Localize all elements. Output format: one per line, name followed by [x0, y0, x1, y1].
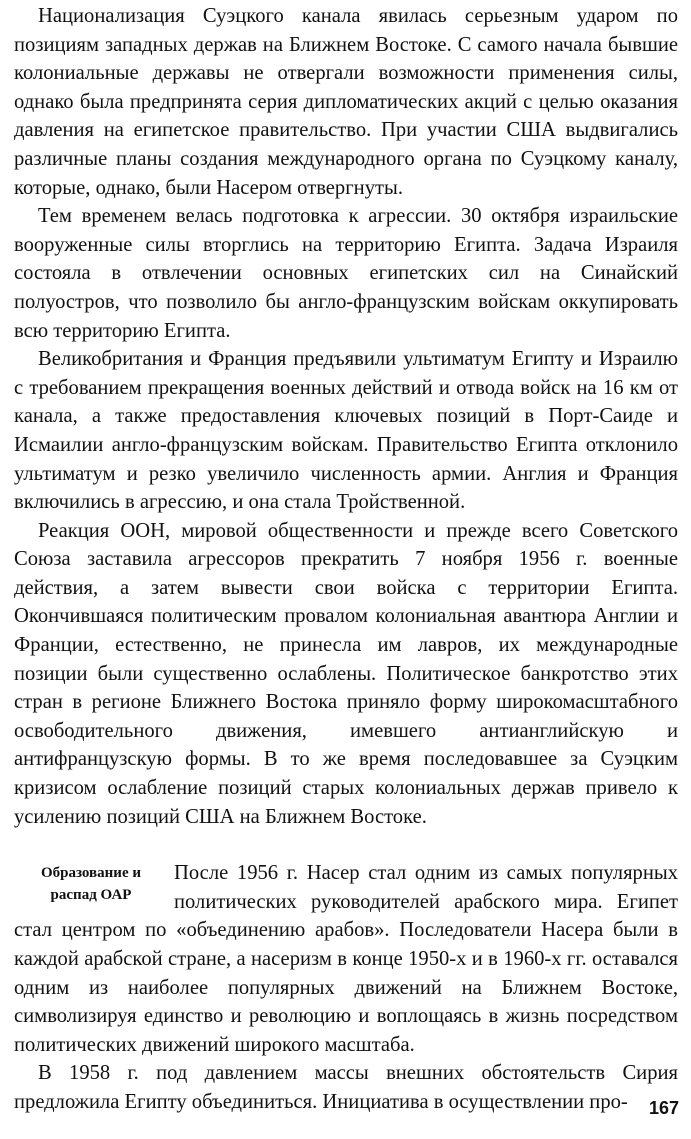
- section-uar: [14, 859, 678, 1116]
- section-side-heading: [18, 862, 164, 906]
- paragraph-ultimatum: Великобритания и Франция предъявили ультиматум Египту и Израилю с требованием прекращения военных действий и отвода войск на 16 км от канала, а также предоставления ключевых позиций в Порт-Саиде и Исмаилии англо-французским войскам. Правительство Египта отклонило ультиматум и резко увеличило численность армии. Англия и Франция включились в агрессию, и она стала Тройственной.: [14, 348, 678, 514]
- section-heading-line-1: Образование и: [40, 865, 141, 882]
- paragraph-suez-nationalization: Национализация Суэцкого канала явилась серьезным ударом по позициям западных держав на Ближнем Востоке. С самого начала бывшие колониальные державы не отвергали возможности применения силы, однако была предпринята серия дипломатических акций с целью оказания давления на египетское правительство. При участии США выдвигались различные планы создания международного органа по Суэцкому каналу, которые, однако, были Насером отвергнуты.: [14, 5, 678, 199]
- paragraph-un-reaction: Реакция ООН, мировой общественности и прежде всего Советского Союза заставила агрессоров прекратить 7 ноября 1956 г. военные действия, а затем вывести свои войска с территории Египта. Окончившаяся политическим провалом колониальная авантюра Англии и Франции, естественно, не принесла им лавров, их международные позиции были существенно ослаблены. Политическое банкротство этих стран в регионе Ближнего Востока приняло форму широкомасштабного освободительного движения, имевшего антианглийскую и антифранцузскую формы. В то же время последовавшее за Суэцким кризисом ослабление позиций старых колониальных держав привело к усилению позиций США на Ближнем Востоке.: [14, 519, 678, 828]
- paragraph-aggression-preparation: Тем временем велась подготовка к агрессии. 30 октября израильские вооруженные силы вторглись на территорию Египта. Задача Израиля состояла в отвлечении основных египетских сил на Синайский полуостров, что позволило бы англо-французским войскам оккупировать всю территорию Египта.: [14, 205, 678, 342]
- page-content: [14, 2, 678, 1117]
- page-number: 167: [648, 1098, 679, 1118]
- paragraph-syria-egypt-union: В 1958 г. под давлением массы внешних обстоятельств Сирия предложила Египту объединиться. Инициатива в осуществлении про-: [14, 1062, 678, 1113]
- section-heading-line-2: распад ОАР: [50, 887, 132, 904]
- paragraph-nasser-popularity: После 1956 г. Насер стал одним из самых популярных политических руководителей арабского мира. Египет стал центром по «объединению арабов». Последователи Насера были в каждой арабской стране, а насеризм в конце 1950-х и в 1960-х гг. оставался одним из наиболее популярных движений на Ближнем Востоке, символизируя единство и революцию и воплощаясь в жизнь посредством политических движений широкого масштаба.: [14, 862, 678, 1056]
